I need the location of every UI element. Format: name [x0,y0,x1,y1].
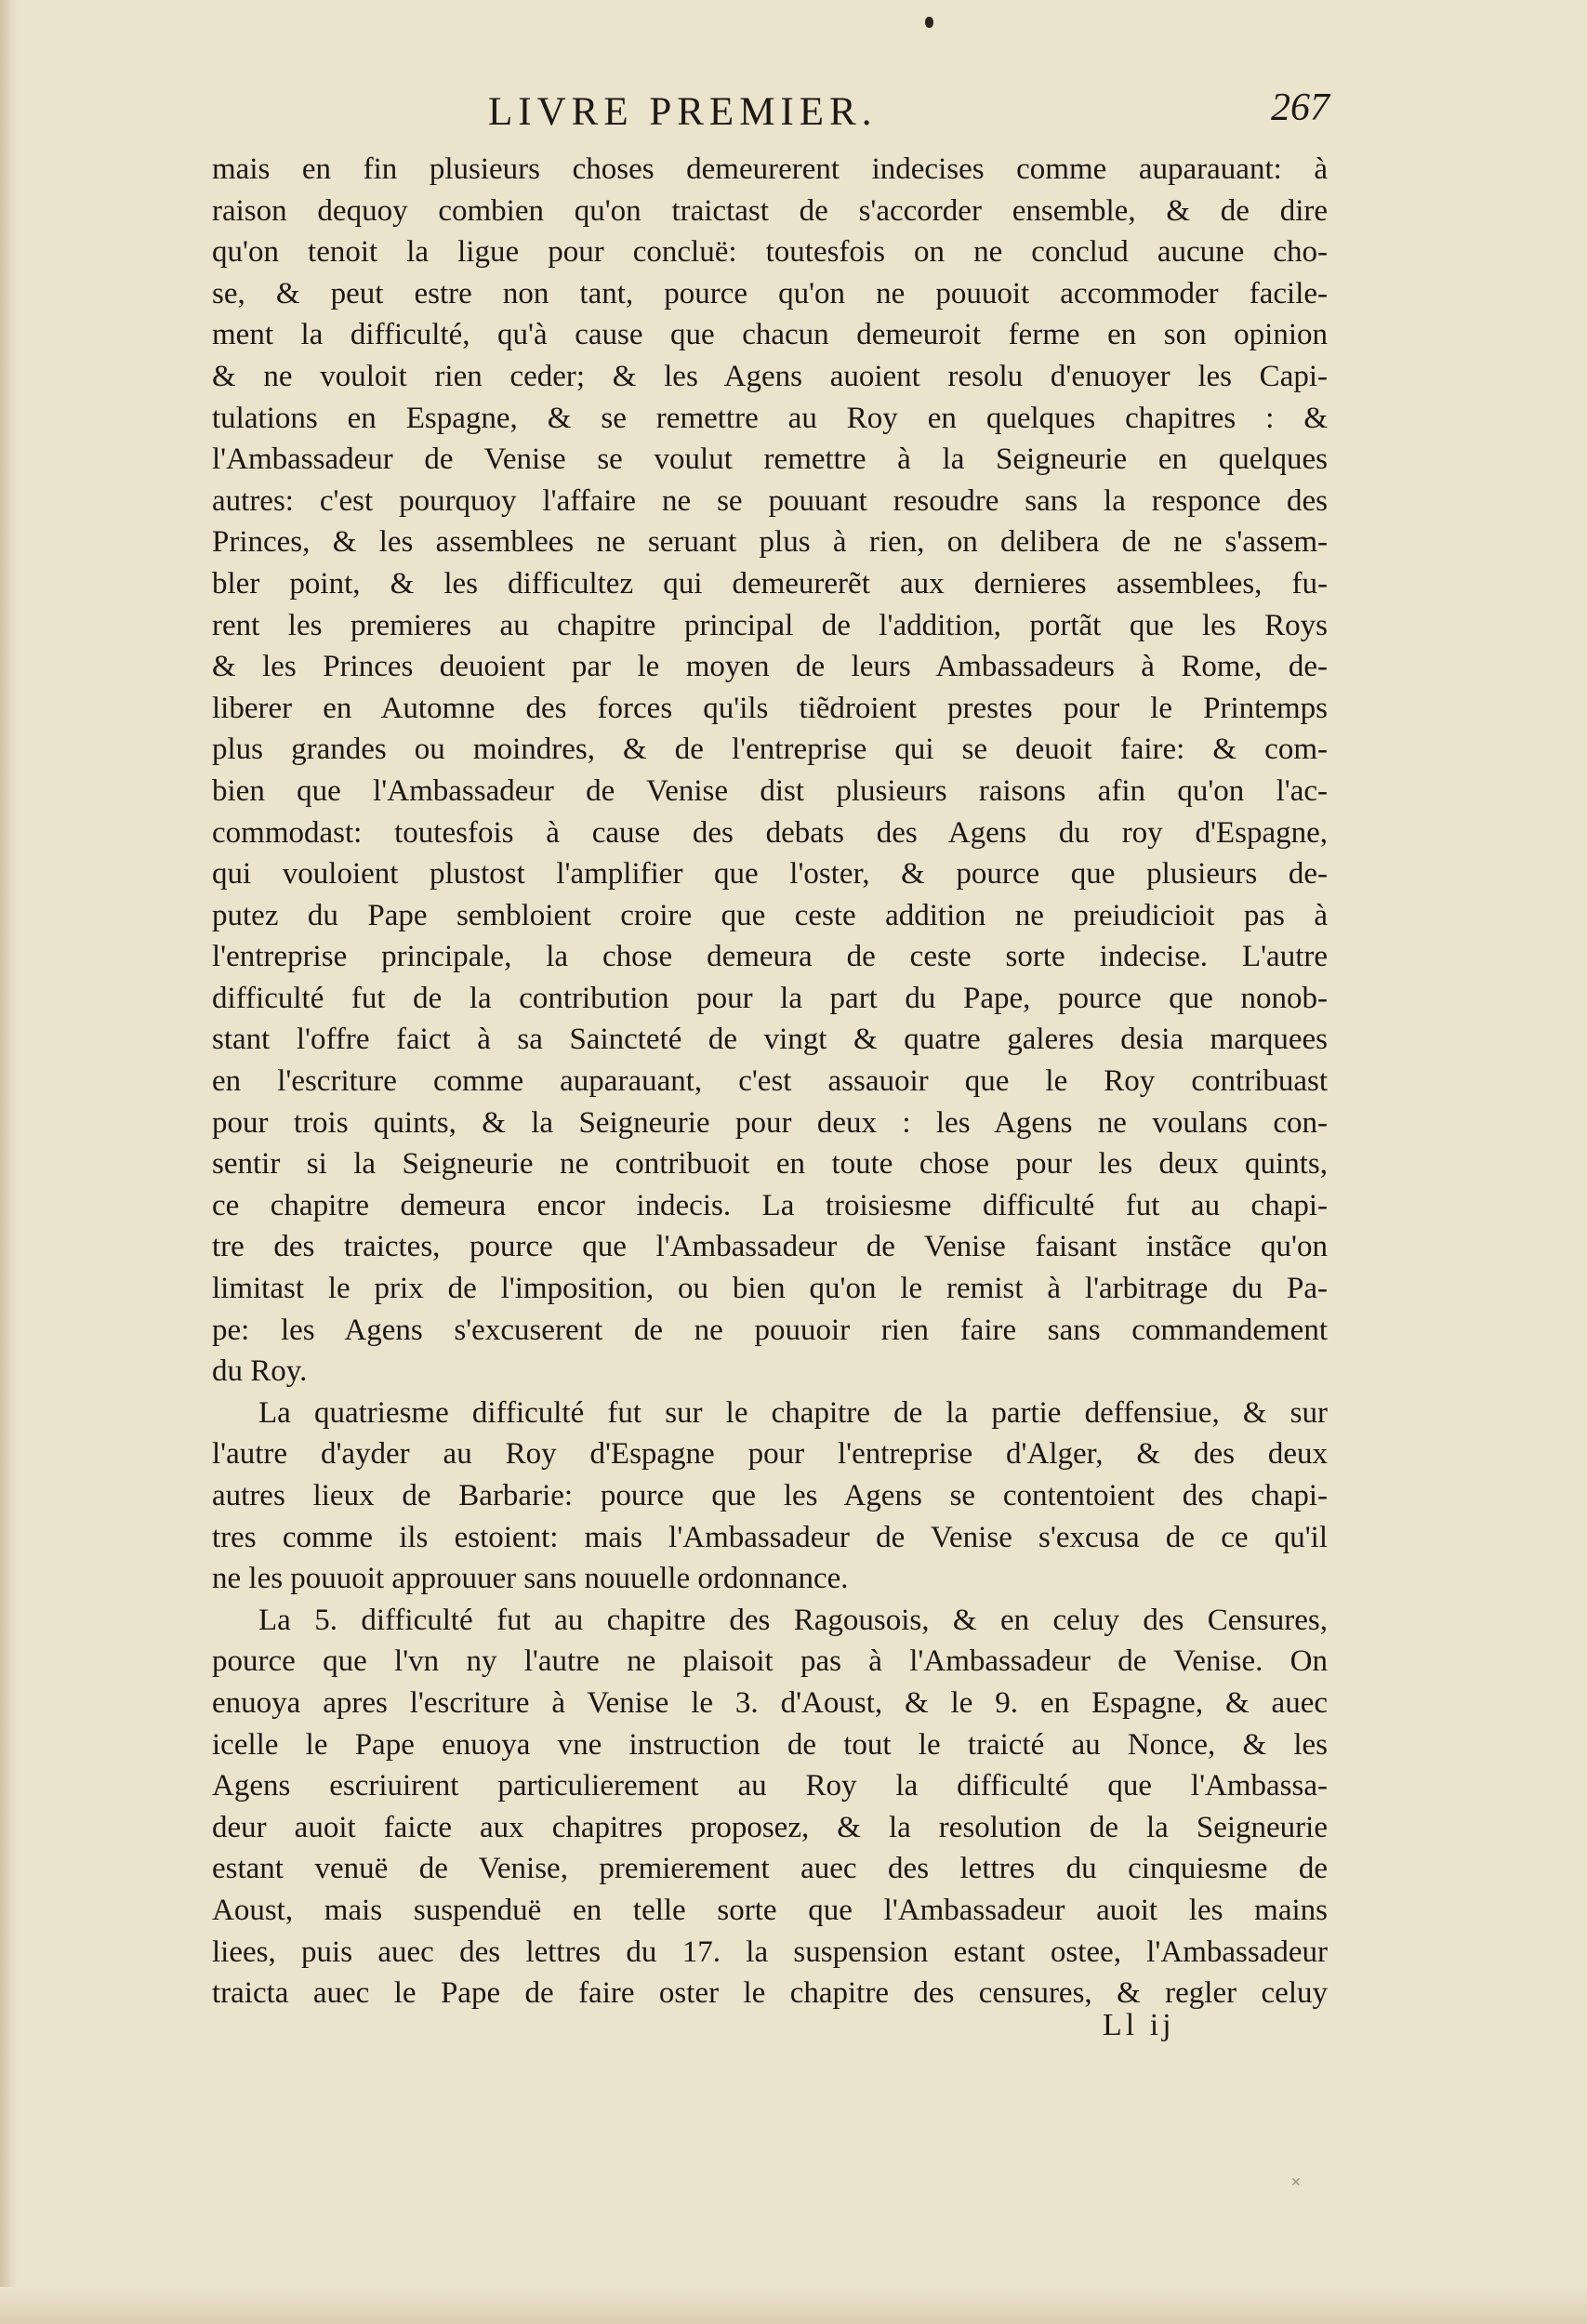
text-line: l'autre d'ayder au Roy d'Espagne pour l'entreprise d'Alger, & des deux [212,1437,1328,1472]
text-line: raison dequoy combien qu'on traictast de s'accorder ensemble, & de dire [212,193,1328,228]
text-line: & ne vouloit rien ceder; & les Agens auoient resolu d'enuoyer les Capi- [212,359,1328,393]
text-line: du Roy. [212,1354,308,1389]
text-line: La quatriesme difficulté fut sur le chapitre de la partie deffensiue, & sur [258,1395,1328,1430]
text-line: en l'escriture comme auparauant, c'est assauoir que le Roy contribuast [212,1064,1328,1099]
text-line: ment la difficulté, qu'à cause que chacun demeuroit ferme en son opinion [212,318,1328,352]
text-line: stant l'offre faict à sa Saincteté de vingt & quatre galeres desia marquees [212,1023,1328,1057]
text-line: rent les premieres au chapitre principal de l'addition, portãt que les Roys [212,608,1328,642]
page-number: 267 [1271,86,1329,129]
text-line: Aoust, mais suspenduë en telle sorte que l'Ambassadeur auoit les mains [212,1893,1328,1927]
text-line: liees, puis auec des lettres du 17. la suspension estant ostee, l'Ambassadeur [212,1934,1328,1969]
text-line: liberer en Automne des forces qu'ils tiẽdroient prestes pour le Printemps [212,691,1328,725]
text-line: l'Ambassadeur de Venise se voulut remettre à la Seigneurie en quelques [212,442,1328,477]
text-line: commodast: toutesfois à cause des debats des Agens du roy d'Espagne, [212,815,1328,850]
text-line: pour trois quints, & la Seigneurie pour deux : les Agens ne voulans con- [212,1105,1328,1140]
text-line: La 5. difficulté fut au chapitre des Ragousois, & en celuy des Censures, [258,1603,1328,1637]
running-head [209,86,1329,141]
text-line: deur auoit faicte aux chapitres proposez, & la resolution de la Seigneurie [212,1810,1328,1844]
text-line: plus grandes ou moindres, & de l'entreprise qui se deuoit faire: & com- [212,733,1328,767]
text-line: qui vouloient plustost l'amplifier que l'oster, & pource que plusieurs de- [212,857,1328,891]
text-line: bien que l'Ambassadeur de Venise dist plusieurs raisons afin qu'on l'ac- [212,773,1328,808]
text-line: limitast le prix de l'imposition, ou bien qu'on le remist à l'arbitrage du Pa- [212,1272,1328,1306]
text-line: pe: les Agens s'excuserent de ne pouuoir rien faire sans commandement [212,1313,1328,1347]
ink-mark [925,17,933,28]
text-line: mais en fin plusieurs choses demeurerent indecises comme auparauant: à [212,152,1328,186]
text-line: & les Princes deuoient par le moyen de leurs Ambassadeurs à Rome, de- [212,650,1328,684]
text-line: icelle le Pape enuoya vne instruction de tout le traicté au Nonce, & les [212,1727,1328,1762]
ink-speck: ✕ [1290,2176,1302,2190]
text-line: se, & peut estre non tant, pource qu'on ne pouuoit accommoder facile- [212,276,1328,310]
text-line: difficulté fut de la contribution pour la part du Pape, pource que nonob- [212,981,1328,1015]
text-line: Agens escriuirent particulierement au Roy la difficulté que l'Ambassa- [212,1769,1328,1803]
body-text [212,149,1328,2014]
text-line: l'entreprise principale, la chose demeura de ceste sorte indecise. L'autre [212,940,1328,974]
text-line: ce chapitre demeura encor indecis. La troisiesme difficulté fut au chapi- [212,1188,1328,1222]
text-line: autres lieux de Barbarie: pource que les Agens se contentoient des chapi- [212,1479,1328,1512]
text-line: qu'on tenoit la ligue pour concluë: toutesfois on ne conclud aucune cho- [212,235,1328,270]
text-line: Princes, & les assemblees ne seruant plus à rien, on delibera de ne s'assem- [212,525,1328,560]
text-line: sentir si la Seigneurie ne contribuoit en toute chose pour les deux quints, [212,1147,1328,1182]
text-line: traicta auec le Pape de faire oster le chapitre des censures, & regler celuy [212,1976,1328,2011]
signature-mark: Ll ij [1103,2008,1175,2042]
text-line: bler point, & les difficultez qui demeurerẽt aux dernieres assemblees, fu- [212,566,1328,601]
text-line: tres comme ils estoient: mais l'Ambassadeur de Venise s'excusa de ce qu'il [212,1520,1328,1554]
text-line: tre des traictes, pource que l'Ambassadeur de Venise faisant instãce qu'on [212,1230,1328,1264]
running-title: LIVRE PREMIER. [488,90,878,134]
text-line: enuoya apres l'escriture à Venise le 3. d'Aoust, & le 9. en Espagne, & auec [212,1685,1328,1720]
text-line: autres: c'est pourquoy l'affaire ne se pouuant resoudre sans la responce des [212,483,1328,518]
text-line: tulations en Espagne, & se remettre au Roy en quelques chapitres : & [212,401,1328,435]
text-line: putez du Pape sembloient croire que ceste addition ne preiudicioit pas à [212,898,1328,932]
text-line: pource que l'vn ny l'autre ne plaisoit pas à l'Ambassadeur de Venise. On [212,1644,1328,1679]
text-line: estant venuë de Venise, premierement auec des lettres du cinquiesme de [212,1852,1328,1886]
text-line: ne les pouuoit approuuer sans nouuelle ordonnance. [212,1562,849,1596]
